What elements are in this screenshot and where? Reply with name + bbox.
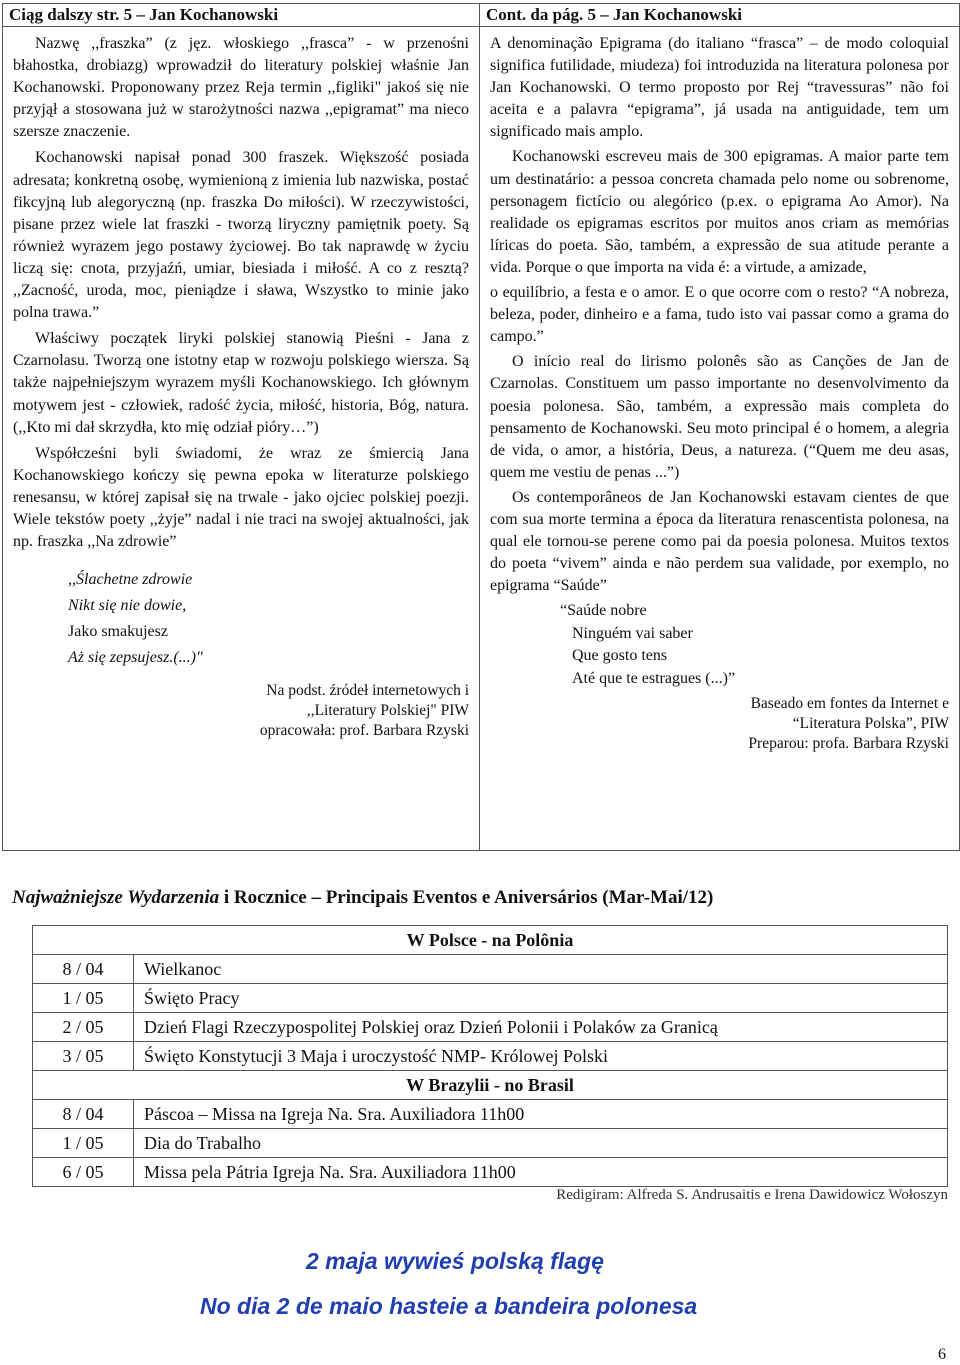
source-line: Preparou: profa. Barbara Rzyski: [748, 735, 949, 753]
poem-line: Nikt się nie dowie,: [68, 597, 187, 615]
event-date: 1 / 05: [33, 984, 134, 1013]
event-name: Święto Konstytucji 3 Maja i uroczystość NMP- Królowej Polski: [134, 1042, 948, 1071]
events-heading-rest: i Rocznice – Principais Eventos e Aniversários (Mar-Mai/12): [219, 887, 714, 908]
portuguese-source: [490, 694, 949, 754]
portuguese-paragraph: O início real do lirismo polonês são as Canções de Jan de Czarnolas. Constituem um passo importante no desenvolvimento da poesia polonesa. São, também, a expressão mais completa do pensamento de Kochanowski. Seu moto principal é o homem, a alegria de vida, o amor, a história, Deus, a natureza. (“Quem me deu asas, quem me vestiu de penas ...”): [490, 353, 949, 481]
flag-banner-polish: 2 maja wywieś polską flagę: [306, 1248, 604, 1274]
event-date: 3 / 05: [33, 1042, 134, 1071]
polish-paragraph: Nazwę ,,fraszka” (z jęz. włoskiego ,,frasca” - w przenośni błahostka, drobiazg) wprowadził do literatury polskiej właśnie Jan Kochanowski. Proponowany przez Reja termin ,,figliki" jakoś się nie przyjął a stosowana już w starożytności nazwa ,,epigramat” ma nieco szersze znaczenie.: [13, 35, 469, 141]
poem-line: Aż się zepsujesz.(...)": [68, 649, 203, 667]
event-date: 1 / 05: [33, 1129, 134, 1158]
event-name: Wielkanoc: [134, 955, 948, 984]
event-date: 8 / 04: [33, 955, 134, 984]
polish-column-header: Ciąg dalszy str. 5 – Jan Kochanowski: [3, 4, 479, 27]
table-row: [33, 1158, 948, 1187]
source-line: Baseado em fontes da Internet e: [750, 695, 949, 713]
portuguese-column-header: Cont. da pág. 5 – Jan Kochanowski: [480, 4, 959, 27]
polish-poem: [68, 567, 469, 671]
poem-line: Que gosto tens: [572, 647, 668, 665]
event-name: Dia do Trabalho: [134, 1129, 948, 1158]
flag-banner-portuguese: No dia 2 de maio hasteie a bandeira polonesa: [200, 1293, 698, 1319]
polish-paragraph: Współcześni byli świadomi, że wraz ze śmiercią Jana Kochanowskiego kończy się pewna epoka w literaturze polskiego renesansu, w której zapisał się na trwale - jako ojciec polskiej poezji. Wiele tekstów poety ,,żyje” nadal i nie traci na swojej aktualności, jak np. fraszka ,,Na zdrowie”: [13, 444, 469, 551]
page-number: 6: [938, 1346, 946, 1363]
event-name: Dzień Flagi Rzeczypospolitej Polskiej oraz Dzień Polonii i Polaków za Granicą: [134, 1013, 948, 1042]
events-credit: Redigiram: Alfreda S. Andrusaitis e Irena Dawidowicz Wołoszyn: [556, 1187, 948, 1203]
polish-column: [3, 4, 480, 850]
events-heading: [12, 887, 713, 909]
table-row: [33, 1042, 948, 1071]
portuguese-paragraph: Kochanowski escreveu mais de 300 epigramas. A maior parte tem um destinatário: a pessoa concreta chamada pelo nome ou sobrenome, personagem fictício ou alegórico (p.ex. o epigrama Ao Amor). Na realidade os epigramas escritos por muitos anos criam as memórias líricas do poeta. São, também, a expressão de sua atitude perante a vida. Porque o que importa na vida é: a virtude, a amizade,: [490, 148, 949, 276]
poem-line: Até que te estragues (...)”: [572, 669, 736, 687]
portuguese-poem: [560, 600, 949, 690]
table-row: [33, 955, 948, 984]
portuguese-column: [480, 4, 959, 850]
portuguese-paragraph: Os contemporâneos de Jan Kochanowski estavam cientes de que com sua morte termina a época da literatura renascentista polonesa, na qual ele tornou-se perene como pai da poesia polonesa. Muitos textos do poeta “vivem” ainda e não perdem sua validade, por exemplo, no epigrama “Saúde”: [490, 488, 949, 595]
table-row: [33, 1129, 948, 1158]
poem-line: “Saúde nobre: [560, 602, 647, 620]
source-line: opracowała: prof. Barbara Rzyski: [259, 722, 469, 740]
section-brazil: W Brazylii - no Brasil: [33, 1071, 948, 1100]
section-poland: W Polsce - na Polônia: [33, 926, 948, 955]
table-row: [33, 1100, 948, 1129]
poem-line: Jako smakujesz: [68, 623, 168, 641]
source-line: Na podst. źródeł internetowych i: [266, 682, 469, 700]
event-name: Páscoa – Missa na Igreja Na. Sra. Auxiliadora 11h00: [134, 1100, 948, 1129]
events-table: [32, 925, 948, 1187]
table-row: [33, 984, 948, 1013]
event-date: 8 / 04: [33, 1100, 134, 1129]
polish-paragraph: Właściwy początek liryki polskiej stanowią Pieśni - Jana z Czarnolasu. Tworzą one istotny etap w rozwoju polskiego wiersza. Są także najpełniejszym wyrazem myśli Kochanowskiego. Ich głównym motywem jest - człowiek, radość życia, miłość, historia, Bóg, natura. (,,Kto mi dał skrzydła, kto mię odział pióry…”): [13, 330, 469, 436]
source-line: ,,Literatury Polskiej" PIW: [306, 702, 469, 720]
events-heading-polish: Najważniejsze Wydarzenia: [12, 887, 220, 908]
event-date: 6 / 05: [33, 1158, 134, 1187]
portuguese-paragraph: o equilíbrio, a festa e o amor. E o que ocorre com o resto? “A nobreza, beleza, poder, dinheiro e a fama, tudo isto vai passar como a grama do campo.”: [490, 284, 949, 346]
polish-source: [13, 681, 469, 741]
event-name: Missa pela Pátria Igreja Na. Sra. Auxiliadora 11h00: [134, 1158, 948, 1187]
event-date: 2 / 05: [33, 1013, 134, 1042]
poem-line: ,,Ślachetne zdrowie: [68, 571, 193, 589]
source-line: “Literatura Polska”, PIW: [792, 715, 949, 733]
poem-line: Ninguém vai saber: [572, 624, 693, 642]
table-row: [33, 1013, 948, 1042]
event-name: Święto Pracy: [134, 984, 948, 1013]
portuguese-paragraph: A denominação Epigrama (do italiano “frasca” – de modo coloquial significa futilidade, miudeza) foi introduzida na literatura polonesa por Jan Kochanowski. O termo proposto por Rej “travessuras” não foi aceita e a palavra “epigrama”, já usada na antiguidade, tem um significado mais amplo.: [490, 35, 949, 141]
polish-paragraph: Kochanowski napisał ponad 300 fraszek. Większość posiada adresata; konkretną osobę, wymienioną z imienia lub nazwiska, postać fikcyjną lub alegoryczną (np. fraszka Do miłości). W rzeczywistości, pisane przez wiele lat fraszki - tworzą liryczny pamiętnik poety. Są również wyrazem jego postawy życiowej. Bo tak naprawdę w życiu liczą się: cnota, przyjaźń, umiar, biesiada i miłość. A co z resztą? ,,Zacność, uroda, moc, pieniądze i sława, Wszystko to minie jako polna trawa.”: [13, 149, 469, 322]
article-columns: [2, 3, 960, 851]
